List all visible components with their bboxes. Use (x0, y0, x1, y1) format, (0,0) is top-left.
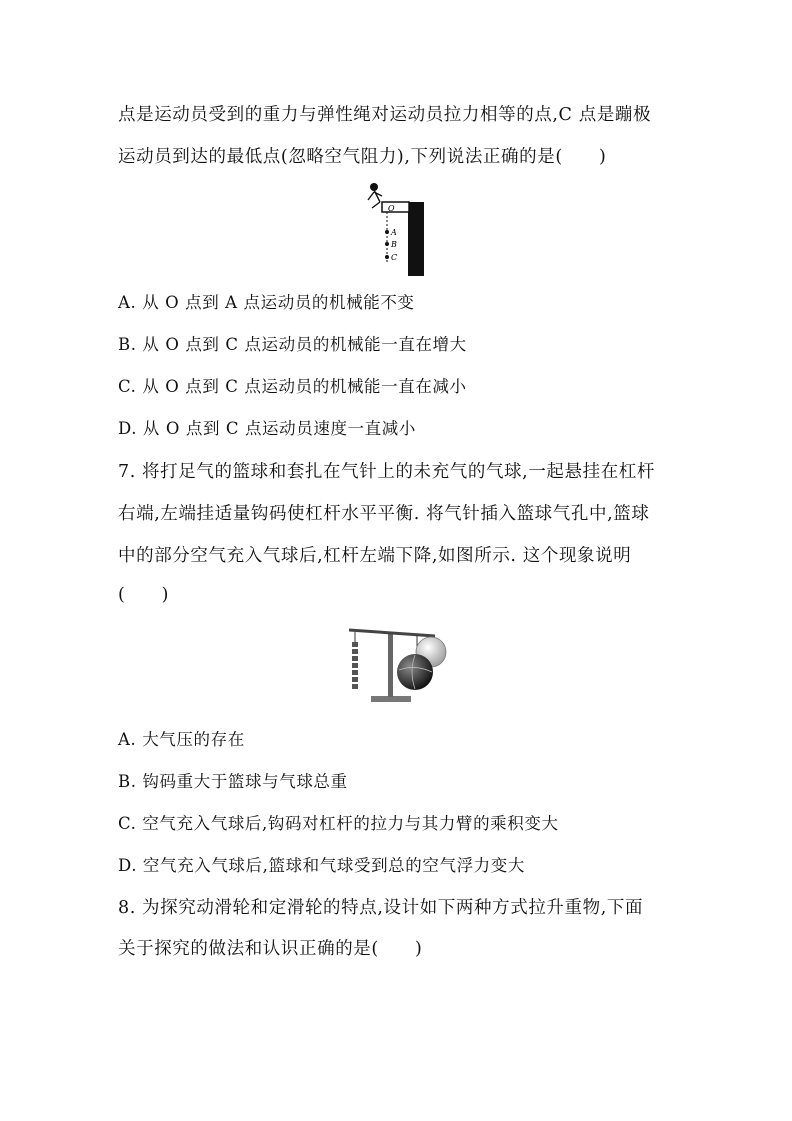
lever-stand (388, 632, 393, 697)
q7-option-b: B. 钩码重大于篮球与气球总重 (118, 772, 348, 791)
q7-stem-line-1: 7. 将打足气的篮球和套扎在气针上的未充气的气球,一起悬挂在杠杆 (118, 462, 656, 482)
q6-option-c: C. 从 O 点到 C 点运动员的机械能一直在减小 (118, 377, 467, 396)
q7-option-d: D. 空气充入气球后,篮球和气球受到总的空气浮力变大 (118, 856, 525, 875)
basketball (397, 654, 433, 690)
point-c-dot (385, 255, 389, 259)
jumper-body (368, 190, 382, 208)
lever-figure (343, 620, 461, 708)
label-o: O (388, 204, 395, 213)
q7-stem-line-3: 中的部分空气充入气球后,杠杆左端下降,如图所示. 这个现象说明 (118, 546, 632, 566)
q8-stem-line-1: 8. 为探究动滑轮和定滑轮的特点,设计如下两种方式拉升重物,下面 (118, 898, 644, 918)
q7-stem-line-4: ( ) (118, 585, 170, 605)
label-b: B (391, 240, 397, 249)
label-a: A (391, 228, 397, 237)
jump-platform (382, 202, 409, 212)
q6-stem-line-2: 运动员到达的最低点(忽略空气阻力),下列说法正确的是( ) (118, 147, 607, 167)
q8-stem-line-2: 关于探究的做法和认识正确的是( ) (118, 939, 423, 959)
hook-weights (352, 642, 358, 689)
jumper-head (370, 183, 378, 191)
label-c: C (391, 253, 398, 262)
q6-option-b: B. 从 O 点到 C 点运动员的机械能一直在增大 (118, 335, 467, 354)
point-a-dot (385, 230, 389, 234)
q6-stem-line-1: 点是运动员受到的重力与弹性绳对运动员拉力相等的点,C 点是蹦极 (118, 105, 652, 125)
cliff-pillar (408, 202, 424, 276)
q7-option-c: C. 空气充入气球后,钩码对杠杆的拉力与其力臂的乘积变大 (118, 814, 559, 833)
q7-stem-line-2: 右端,左端挂适量钩码使杠杆水平平衡. 将气针插入篮球气孔中,篮球 (118, 504, 650, 524)
point-b-dot (385, 242, 389, 246)
q6-option-a: A. 从 O 点到 A 点运动员的机械能不变 (118, 293, 415, 312)
q6-option-d: D. 从 O 点到 C 点运动员速度一直减小 (118, 419, 416, 438)
bungee-figure (360, 180, 430, 280)
q7-option-a: A. 大气压的存在 (118, 730, 245, 749)
